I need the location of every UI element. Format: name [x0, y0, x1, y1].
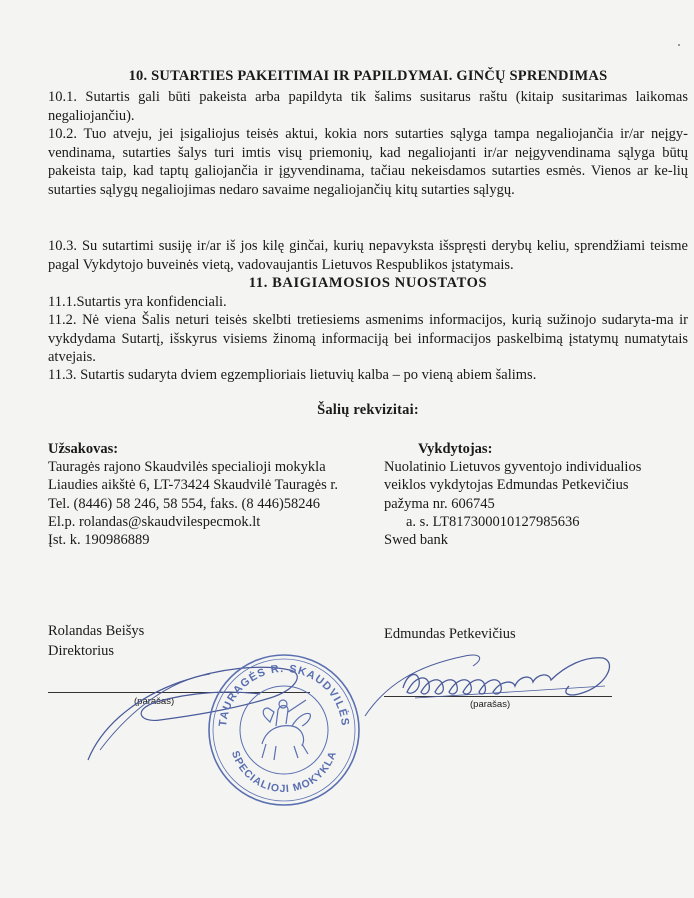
clause-10-3: 10.3. Su sutartimi susiję ir/ar iš jos kilę ginčai, kurių nepavyksta išspręsti derybų keliu, sprendžiami teisme pagal Vykdytojo buveinės vietą, vadovaujantis Lietuvos Respublikos įstatymais. [48, 238, 688, 273]
clause-11-1: 11.1.Sutartis yra konfidenciali. [48, 294, 227, 310]
contractor-signature-caption: (parašas) [470, 699, 511, 710]
stamp-top-text: TAURAGĖS R. SKAUDVILĖS [217, 662, 351, 728]
contractor-signer-name: Edmundas Petkevičius [384, 626, 516, 642]
clause-11-3: 11.3. Sutartis sudaryta dviem egzemplioriais lietuvių kalba – po vieną abiem šalims. [48, 367, 537, 383]
stamp-bottom-text: SPECIALIOJI MOKYKLA [228, 749, 340, 796]
contractor-line: pažyma nr. 606745 [384, 495, 495, 512]
contractor-line: Nuolatinio Lietuvos gyventojo individualios [384, 459, 642, 476]
contractor-details [384, 440, 641, 549]
contractor-line: Swed bank [384, 532, 449, 549]
customer-line: El.p. rolandas@skaudvilespecmok.lt [48, 513, 261, 530]
customer-label: Užsakovas: [48, 441, 119, 457]
clause-10-2: 10.2. Tuo atveju, jei įsigaliojus teisės aktui, kokia nors sutarties sąlyga tampa negaliojančia ir/ar neįgy-vendinama, sutarties šalys turi imtis visų priemonių, kad negaliojanti ir/ar neįgyvendinama sąlyga būtų pakeista taip, kad taptų galiojančia ir įgyvendinama, tačiau nekeisdamos sutarties esmės. Vienos ar ke-lių sutarties sąlygų negaliojimas nedaro savaime negaliojančių kitų sutarties sąlygų. [48, 126, 688, 199]
customer-line: Įst. k. 190986889 [48, 532, 150, 549]
contractor-line: veiklos vykdytojas Edmundas Petkevičius [384, 477, 629, 494]
customer-line: Liaudies aikštė 6, LT-73424 Skaudvilė Tauragės r. [48, 477, 339, 494]
customer-signer-name: Rolandas Beišys [48, 623, 145, 639]
coat-of-arms-icon [262, 700, 310, 760]
contractor-label: Vykdytojas: [418, 441, 493, 457]
section-11-title: 11. BAIGIAMOSIOS NUOSTATOS [248, 275, 488, 291]
customer-line: Tauragės rajono Skaudvilės specialioji mokykla [48, 459, 326, 476]
svg-text:TAURAGĖS R. SKAUDVILĖS [217, 663, 351, 727]
contractor-line: a. s. LT817300010127985636 [406, 513, 580, 530]
customer-line: Tel. (8446) 58 246, 58 554, faks. (8 446)58246 [48, 495, 321, 512]
scan-speck [678, 44, 680, 46]
customer-signature-caption: (parašas) [134, 696, 175, 707]
contractor-signature [355, 636, 625, 726]
section-10-title: 10. SUTARTIES PAKEITIMAI IR PAPILDYMAI. GINČŲ SPRENDIMAS [128, 68, 608, 84]
clause-10-1: 10.1. Sutartis gali būti pakeista arba papildyta tik šalims susitarus raštu (kitaip susitarimas laikomas negaliojančiu). [48, 89, 688, 124]
customer-details [48, 440, 338, 549]
customer-signer-title: Direktorius [48, 643, 115, 660]
clause-11-2: 11.2. Nė viena Šalis neturi teisės skelbti tretiesiems asmenims informacijos, kurią sužinojo sudaryta-ma ir vykdydama Sutartį, išskyrus visiems žinomą informaciją bei informacijos paskelbimą įstatymų numatytais atvejais. [48, 312, 688, 366]
school-stamp [206, 652, 362, 808]
svg-text:SPECIALIOJI MOKYKLA [229, 749, 339, 795]
requisites-title: Šalių rekvizitai: [317, 402, 419, 418]
